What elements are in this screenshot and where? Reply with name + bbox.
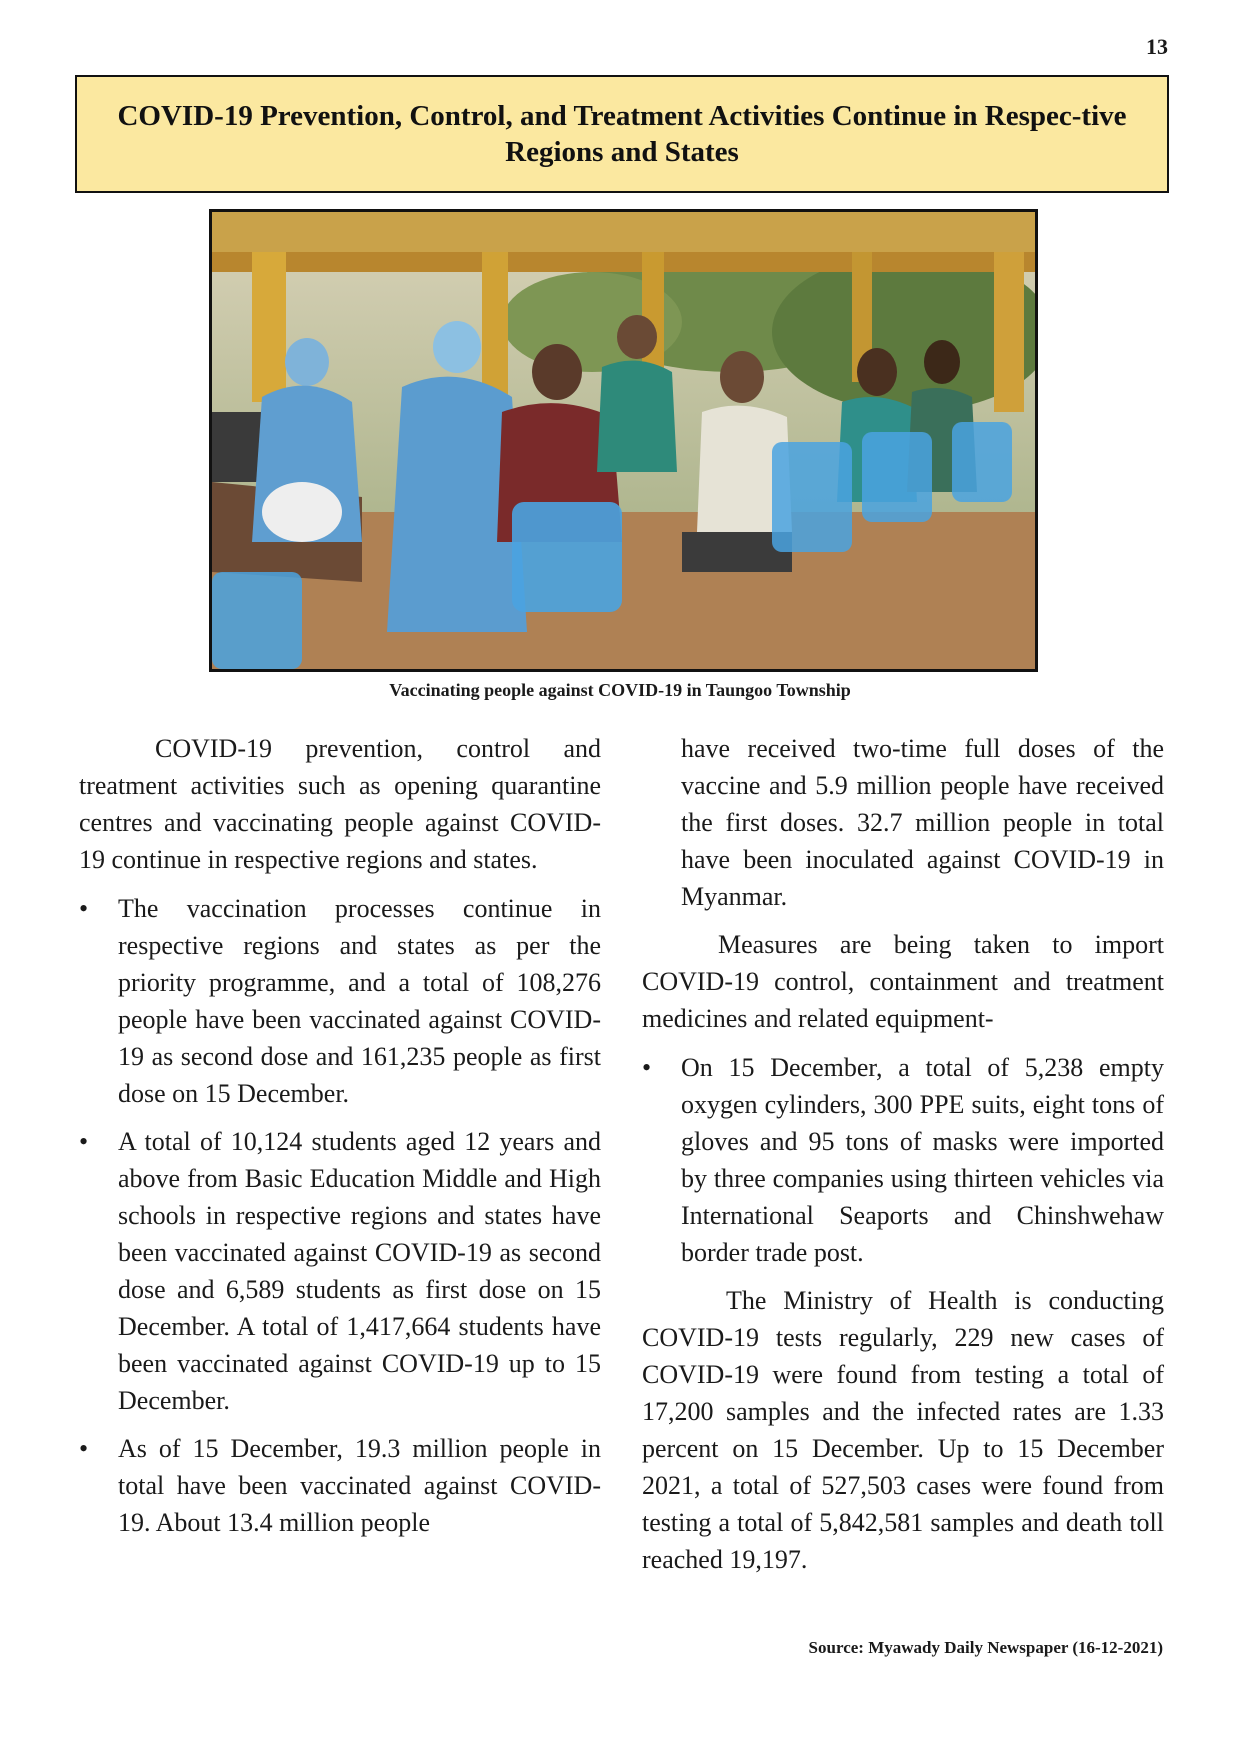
intro-paragraph: COVID-19 prevention, control and treatment activities such as opening quarantine centres and vaccinating people against COVID-19 continue in respective regions and states. (79, 734, 601, 874)
photo-illustration (212, 212, 1035, 669)
bullet-icon: • (79, 894, 89, 923)
page-number: 13 (1146, 34, 1168, 59)
list-item: • On 15 December, a total of 5,238 empty oxygen cylinders, 300 PPE suits, eight tons of gloves and 95 tons of masks were imported by three companies using thirteen vehicles via International Seaports and Chinshwehaw border trade post. (642, 1049, 1164, 1271)
bullet-icon: • (79, 1434, 89, 1463)
list-item: • A total of 10,124 students aged 12 years and above from Basic Education Middle and High schools in respective regions and states have been vaccinated against COVID-19 as second dose and 6,589 students as first dose on 15 December. A total of 1,417,664 students have been vaccinated against COVID-19 up to 15 December. (79, 1123, 601, 1419)
left-column (79, 730, 601, 1552)
photo-caption: Vaccinating people against COVID-19 in Taungoo Township (389, 680, 851, 700)
measures-paragraph: Measures are being taken to import COVID-19 control, containment and treatment medicines and related equipment- (642, 930, 1164, 1033)
vaccination-photo (209, 209, 1038, 672)
left-bullet-list (79, 890, 601, 1541)
list-item: • As of 15 December, 19.3 million people in total have been vaccinated against COVID-19. About 13.4 million people (79, 1430, 601, 1541)
list-item-continued: have received two-time full doses of the vaccine and 5.9 million people have received the first doses. 32.7 million people in total have been inoculated against COVID-19 in Myanmar. (681, 734, 1164, 911)
title-box (75, 75, 1169, 193)
right-bullet-list (642, 1049, 1164, 1271)
list-item: • The vaccination processes continue in respective regions and states as per the priority programme, and a total of 108,276 people have been vaccinated against COVID-19 as second dose and 161,235 people as first dose on 15 December. (79, 890, 601, 1112)
closing-paragraph: The Ministry of Health is conducting COVID-19 tests regularly, 229 new cases of COVID-19 were found from testing a total of 17,200 samples and the infected rates are 1.33 percent on 15 December. Up to 15 December 2021, a total of 527,503 cases were found from testing a total of 5,842,581 samples and death toll reached 19,197. (642, 1286, 1164, 1574)
right-column (642, 730, 1164, 1590)
article-title: COVID-19 Prevention, Control, and Treatment Activities Continue in Respec-tive Regions and States (117, 100, 1127, 168)
right-continuation (642, 730, 1164, 915)
source-credit: Source: Myawady Daily Newspaper (16-12-2021) (808, 1638, 1163, 1657)
bullet-icon: • (642, 1053, 652, 1082)
bullet-icon: • (79, 1127, 89, 1156)
